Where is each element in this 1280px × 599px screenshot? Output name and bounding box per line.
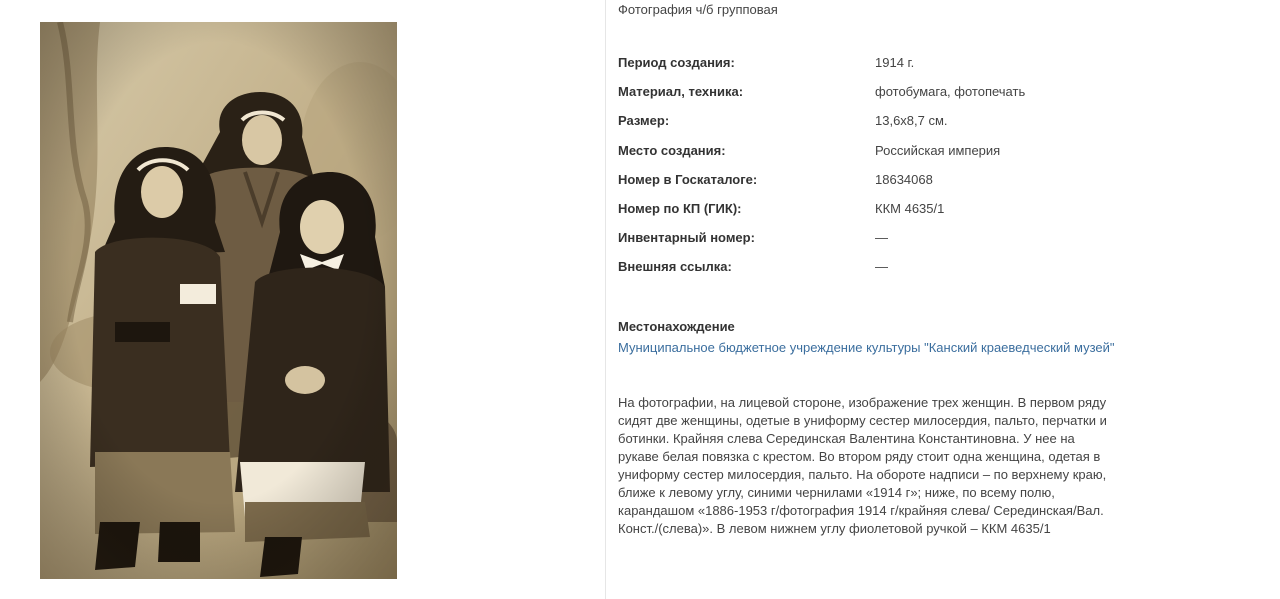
property-row <box>618 201 1258 230</box>
property-label: Номер по КП (ГИК): <box>618 200 742 216</box>
property-label: Период создания: <box>618 55 735 70</box>
property-label: Место создания: <box>618 142 726 158</box>
property-row <box>618 113 1258 142</box>
property-row <box>618 230 1258 259</box>
property-value: — <box>875 230 888 246</box>
property-value: — <box>875 259 888 275</box>
property-value: ККМ 4635/1 <box>875 200 945 216</box>
property-value: 1914 г. <box>875 55 915 70</box>
object-subtitle: Фотография ч/б групповая <box>618 2 778 17</box>
property-label: Размер: <box>618 113 670 129</box>
object-photo[interactable] <box>40 22 397 579</box>
property-value: Российская империя <box>875 142 1001 158</box>
property-label: Внешняя ссылка: <box>618 259 732 275</box>
property-value: 13,6х8,7 см. <box>875 113 948 129</box>
museum-link[interactable]: Муниципальное бюджетное учреждение культуры "Канский краеведческий музей" <box>618 340 1115 355</box>
property-row <box>618 55 1258 84</box>
property-value: фотобумага, фотопечать <box>875 84 1026 100</box>
column-divider <box>605 0 606 599</box>
property-row <box>618 84 1258 113</box>
property-row <box>618 259 1258 288</box>
property-label: Номер в Госкаталоге: <box>618 171 758 187</box>
location-heading: Местонахождение <box>618 319 735 334</box>
object-description: На фотографии, на лицевой стороне, изображение трех женщин. В первом ряду сидят две женщины, одетые в униформу сестер милосердия, пальто, перчатки и ботинки. Крайняя слева Серединская Валентина Константиновна. У нее на рукаве белая повязка с крестом. Во втором ряду стоит одна женщина, одетая в униформу сестер милосердия, пальто. На обороте надписи – по верхнему краю, ближе к левому углу, синими чернилами «1914 г»; ниже, по всему полю, карандашом «1886-1953 г/фотография 1914 г/крайняя слева/ Серединская/Вал. Конст./(слева)». В левом нижнем углу фиолетовой ручкой – ККМ 4635/1 <box>618 395 1107 536</box>
property-label: Инвентарный номер: <box>618 230 755 246</box>
property-label: Материал, техника: <box>618 84 744 100</box>
property-value: 18634068 <box>875 171 933 187</box>
properties-list <box>618 55 1258 289</box>
property-row <box>618 172 1258 201</box>
sepia-photo-image <box>40 22 397 579</box>
property-row <box>618 143 1258 172</box>
